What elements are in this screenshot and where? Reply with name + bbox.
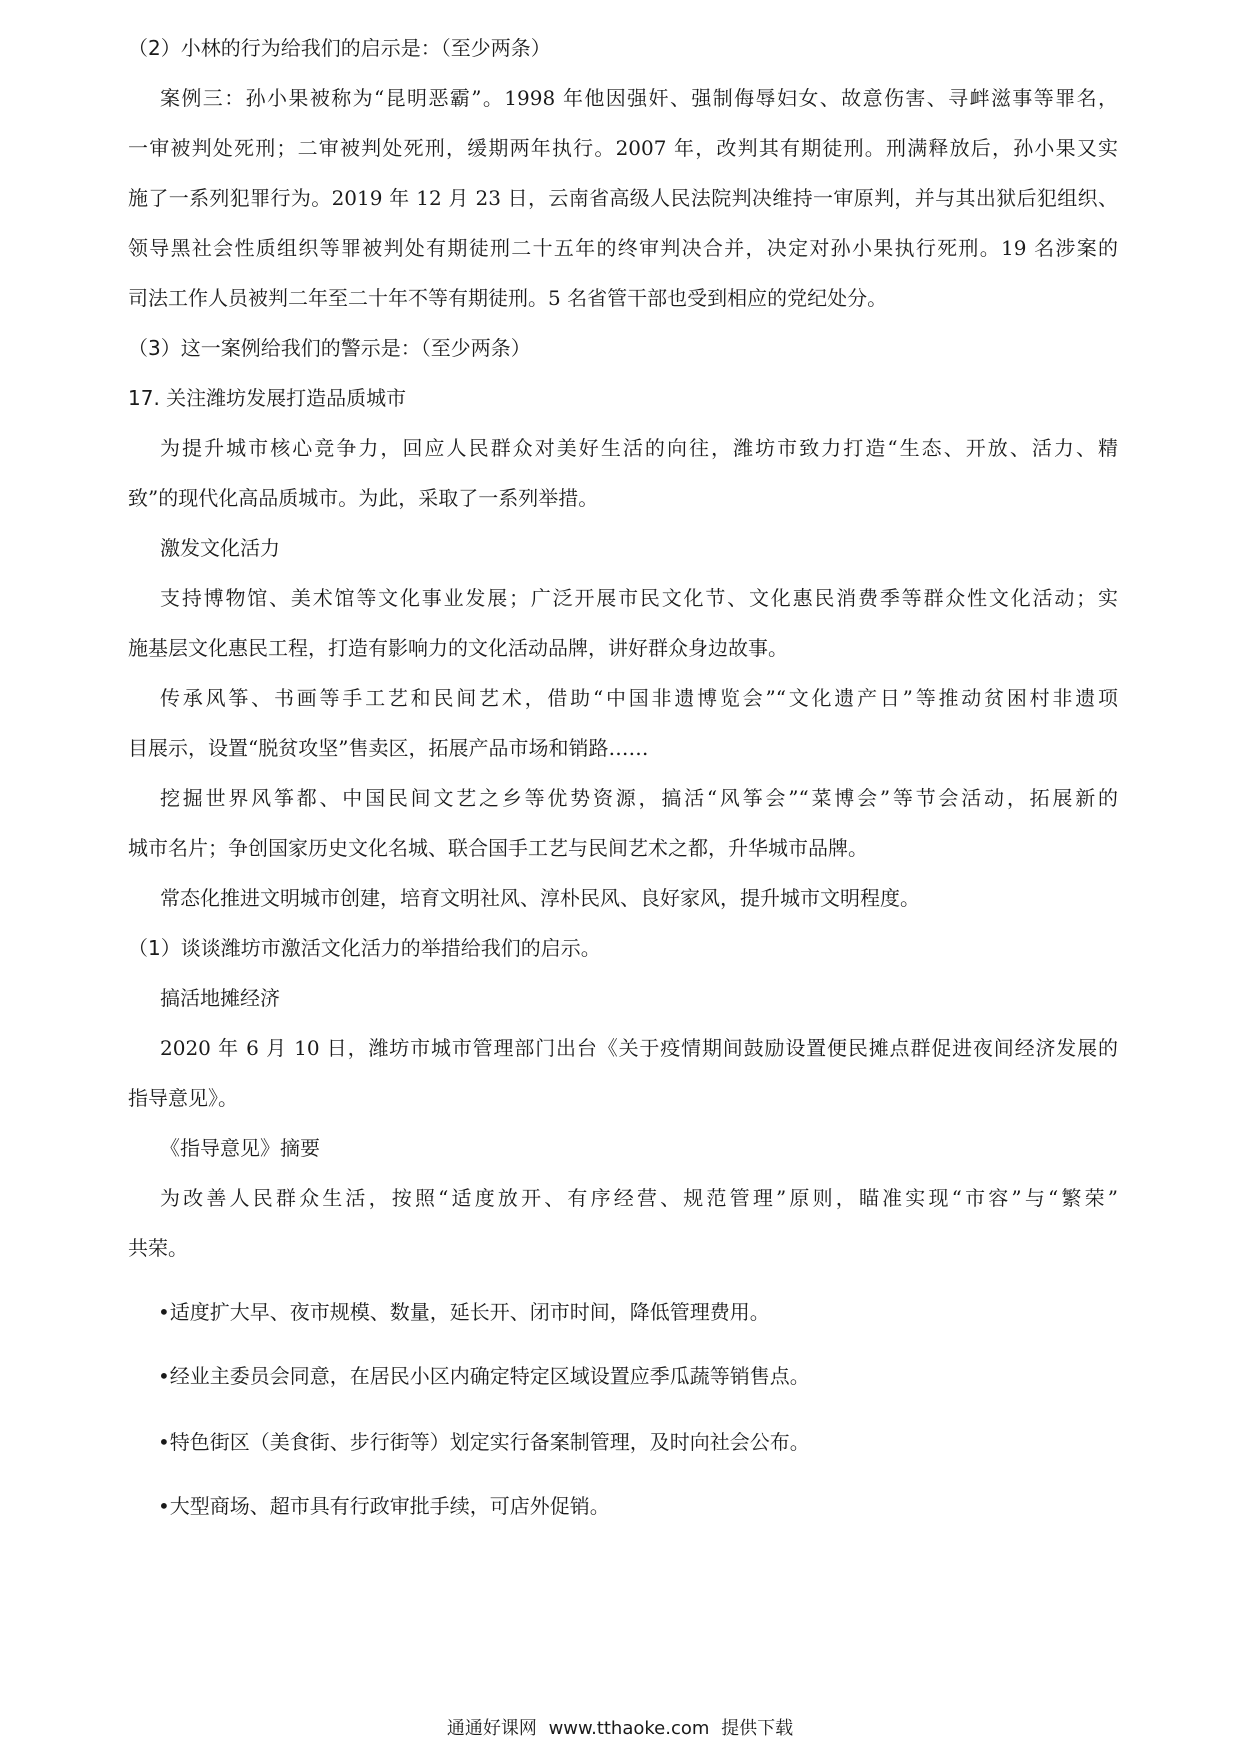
text-line: 目展示，设置“脱贫攻坚”售卖区，拓展产品市场和销路…… <box>128 736 649 760</box>
text-line: 17. 关注潍坊发展打造品质城市 <box>128 386 407 410</box>
text-line: 搞活地摊经济 <box>160 986 280 1010</box>
footer-url: www.tthaoke.com <box>548 1718 710 1739</box>
text-line: 支持博物馆、美术馆等文化事业发展；广泛开展市民文化节、文化惠民消费季等群众性文化活动；实 <box>160 586 1118 610</box>
footer-suffix: 提供下载 <box>721 1718 794 1739</box>
text-line: •经业主委员会同意，在居民小区内确定特定区域设置应季瓜蔬等销售点。 <box>158 1364 810 1388</box>
text-line: 激发文化活力 <box>160 536 280 560</box>
text-line: 致”的现代化高品质城市。为此，采取了一系列举措。 <box>128 486 599 510</box>
text-line: 施基层文化惠民工程，打造有影响力的文化活动品牌，讲好群众身边故事。 <box>128 636 788 660</box>
footer-site-name: 通通好课网 <box>446 1718 537 1739</box>
text-line: 共荣。 <box>128 1236 188 1260</box>
text-line: 常态化推进文明城市创建，培育文明社风、淳朴民风、良好家风，提升城市文明程度。 <box>160 886 920 910</box>
text-line: （1）谈谈潍坊市激活文化活力的举措给我们的启示。 <box>128 936 601 960</box>
text-line: 2020 年 6 月 10 日，潍坊市城市管理部门出台《关于疫情期间鼓励设置便民摊点群促进夜间经济发展的 <box>160 1036 1118 1060</box>
text-line: 案例三：孙小果被称为“昆明恶霸”。1998 年他因强奸、强制侮辱妇女、故意伤害、寻衅滋事等罪名， <box>160 86 1118 110</box>
text-line: 为提升城市核心竞争力，回应人民群众对美好生活的向往，潍坊市致力打造“生态、开放、活力、精 <box>160 436 1118 460</box>
text-line: 领导黑社会性质组织等罪被判处有期徒刑二十五年的终审判决合并，决定对孙小果执行死刑。19 名涉案的 <box>128 236 1118 260</box>
text-line: 司法工作人员被判二年至二十年不等有期徒刑。5 名省管干部也受到相应的党纪处分。 <box>128 286 888 310</box>
text-line: 城市名片；争创国家历史文化名城、联合国手工艺与民间艺术之都，升华城市品牌。 <box>128 836 868 860</box>
text-line: 施了一系列犯罪行为。2019 年 12 月 23 日，云南省高级人民法院判决维持一审原判，并与其出狱后犯组织、 <box>128 186 1118 210</box>
text-line: 一审被判处死刑；二审被判处死刑，缓期两年执行。2007 年，改判其有期徒刑。刑满释放后，孙小果又实 <box>128 136 1118 160</box>
text-line: 指导意见》。 <box>128 1086 238 1110</box>
text-line: （2）小林的行为给我们的启示是：（至少两条） <box>128 36 551 60</box>
page-footer <box>0 1718 1240 1740</box>
text-line: •特色街区（美食街、步行街等）划定实行备案制管理，及时向社会公布。 <box>158 1430 810 1454</box>
text-line: （3）这一案例给我们的警示是：（至少两条） <box>128 336 531 360</box>
text-line: •大型商场、超市具有行政审批手续，可店外促销。 <box>158 1494 610 1518</box>
text-line: 《指导意见》摘要 <box>160 1136 320 1160</box>
text-line: 为改善人民群众生活，按照“适度放开、有序经营、规范管理”原则，瞄准实现“市容”与“繁荣” <box>160 1186 1118 1210</box>
text-line: 传承风筝、书画等手工艺和民间艺术，借助“中国非遗博览会”“文化遗产日”等推动贫困村非遗项 <box>160 686 1118 710</box>
text-line: 挖掘世界风筝都、中国民间文艺之乡等优势资源，搞活“风筝会”“菜博会”等节会活动，拓展新的 <box>160 786 1118 810</box>
text-line: •适度扩大早、夜市规模、数量，延长开、闭市时间，降低管理费用。 <box>158 1300 770 1324</box>
